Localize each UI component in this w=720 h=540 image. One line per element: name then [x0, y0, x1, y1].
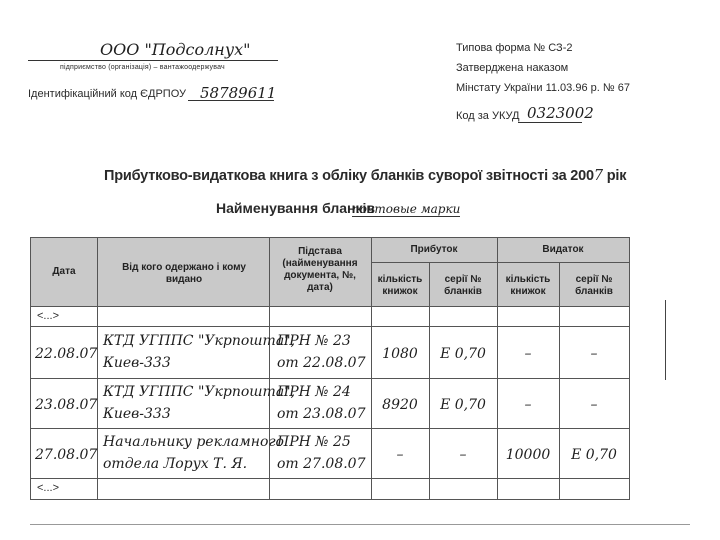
header-income-series: серії № бланків [444, 274, 482, 297]
row1-basis-line1: ПРН № 23 [277, 333, 351, 349]
row2-income-qty: 8920 [382, 397, 418, 413]
row2-income-series: Е 0,70 [440, 397, 486, 413]
organization-underline [28, 60, 278, 61]
header-income-qty: кількість книжок [377, 274, 423, 297]
ukud-value: 0323002 [527, 104, 594, 122]
document-title [104, 168, 626, 184]
ellipsis-top: <...> [37, 310, 60, 322]
ukud-underline [518, 122, 582, 123]
form-number: Типова форма № СЗ-2 [456, 42, 573, 54]
document-title-year: 7 [593, 168, 603, 184]
header-from-whom: Від кого одержано і кому видано [122, 262, 246, 285]
row1-basis-line2: от 22.08.07 [277, 355, 366, 371]
row3-basis-line2: от 27.08.07 [277, 456, 366, 472]
document-title-suffix: рік [602, 168, 627, 184]
row1-income-qty: 1080 [382, 346, 418, 362]
page-bottom-line [30, 524, 690, 525]
edrpou-label: Ідентифікаційний код ЄДРПОУ [28, 88, 187, 100]
row2-expense-series: – [590, 397, 598, 413]
ministry-reference: Мінстату України 11.03.96 р. № 67 [456, 82, 630, 94]
approval-note: Затверджена наказом [456, 62, 569, 74]
row3-expense-series: Е 0,70 [571, 447, 617, 463]
blank-name-value: почтовые марки [352, 202, 461, 216]
row3-expense-qty: 10000 [505, 447, 551, 463]
row1-expense-series: – [590, 346, 598, 362]
header-income: Прибуток [410, 244, 458, 255]
row3-date: 27.08.07 [35, 447, 98, 463]
row2-basis-line1: ПРН № 24 [277, 384, 351, 400]
row1-date: 22.08.07 [35, 346, 98, 362]
ukud-label: Код за УКУД [456, 110, 520, 122]
ledger-table [30, 237, 630, 500]
row1-expense-qty: – [524, 346, 532, 362]
header-expense-qty: кількість книжок [505, 274, 551, 297]
margin-mark [665, 300, 666, 380]
row1-from-line1: КТД УГППС "Укрпошта", [103, 333, 296, 349]
edrpou-underline [188, 100, 274, 101]
header-date: Дата [52, 266, 76, 277]
row3-basis-line1: ПРН № 25 [277, 434, 351, 450]
row3-from-line2: отдела Лорух Т. Я. [103, 456, 248, 472]
row3-income-series: – [459, 447, 467, 463]
row3-from-line1: Начальнику рекламного [103, 434, 284, 450]
header-expense: Видаток [542, 244, 584, 255]
row3-income-qty: – [396, 447, 404, 463]
edrpou-value: 58789611 [200, 84, 277, 102]
row2-basis-line2: от 23.08.07 [277, 406, 366, 422]
row1-income-series: Е 0,70 [440, 346, 486, 362]
blank-name-label: Найменування бланків [216, 200, 376, 216]
organization-name: ООО "Подсолнух" [100, 40, 251, 59]
ellipsis-bottom: <...> [37, 482, 60, 494]
header-basis: Підстава (найменування документа, №, дата) [282, 246, 358, 293]
document-title-text: Прибутково-видаткова книга з обліку бланків суворої звітності за 200 [104, 168, 594, 184]
row2-from-line1: КТД УГППС "Укрпошта", [103, 384, 296, 400]
row2-expense-qty: – [524, 397, 532, 413]
header-expense-series: серії № бланків [575, 274, 613, 297]
organization-caption: підприємство (організація) – вантажоодержувач [60, 64, 225, 71]
row2-from-line2: Киев-333 [103, 406, 171, 422]
row2-date: 23.08.07 [35, 397, 98, 413]
row1-from-line2: Киев-333 [103, 355, 171, 371]
